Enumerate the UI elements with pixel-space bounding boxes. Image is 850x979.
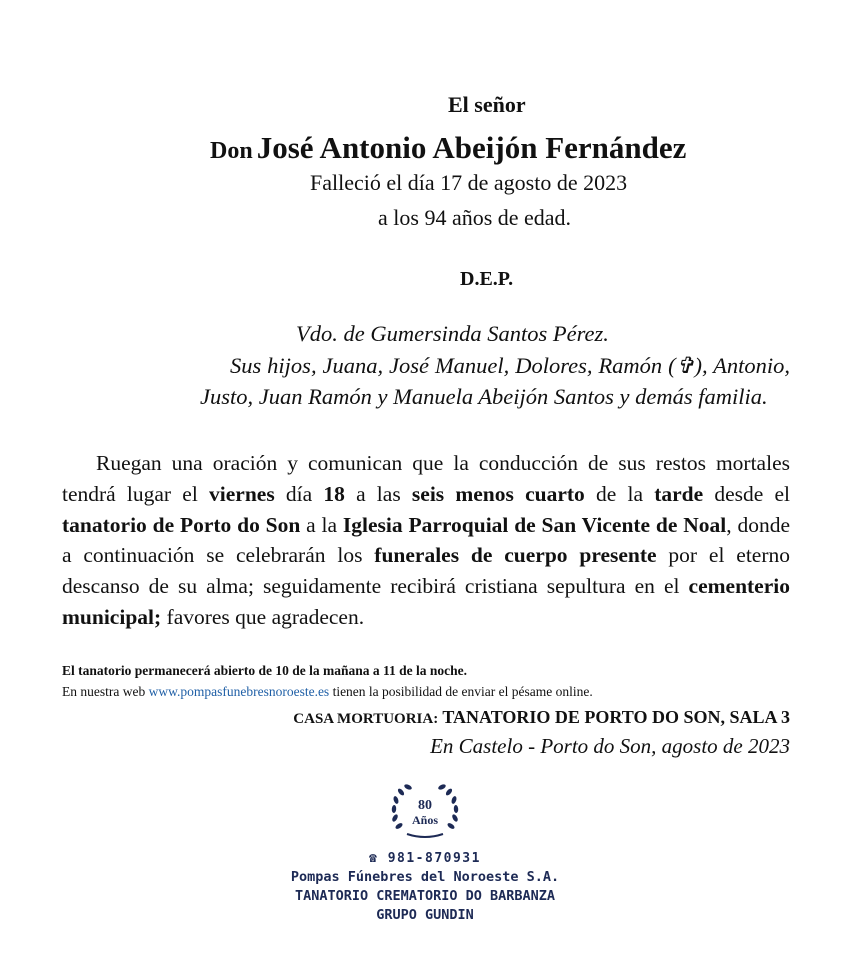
funeral-home-label: CASA MORTUORIA:	[293, 711, 439, 727]
logo-word: Años	[411, 813, 439, 827]
web-note-text: tienen la posibilidad de enviar el pésame online.	[329, 684, 593, 699]
logo-number: 80	[418, 798, 432, 813]
body-text: a la	[300, 512, 343, 537]
age-line: a los 94 años de edad.	[378, 205, 572, 230]
opening-hours-note: El tanatorio permanecerá abierto de 10 de la mañana a 11 de la noche.	[62, 663, 467, 678]
anniversary-logo	[385, 782, 465, 844]
web-note-text: En nuestra web	[62, 684, 149, 699]
body-text: desde el	[703, 481, 791, 506]
deceased-name: José Antonio Abeijón Fernández	[256, 130, 687, 165]
funeral-home-line	[186, 707, 790, 728]
children-intro: Sus hijos, Juana, José Manuel, Dolores, Ramón (	[230, 353, 676, 378]
honorific: Don	[210, 138, 253, 164]
body-text: , donde a continuación se celebrarán los	[62, 512, 791, 568]
phone-line	[300, 851, 550, 866]
body-bold: tarde	[654, 481, 704, 506]
title-line: El señor	[448, 92, 526, 117]
body-text: a las	[344, 481, 412, 506]
telephone-icon: ☎	[369, 851, 379, 866]
body-bold: viernes	[209, 481, 275, 506]
body-bold: cementerio municipal;	[62, 574, 790, 629]
crematorium-name: TANATORIO CREMATORIO DO BARBANZA	[294, 888, 556, 904]
funeral-announcement	[62, 448, 790, 633]
deceased-name-line	[210, 130, 810, 166]
laurel-wreath-icon	[385, 782, 465, 844]
body-text: de la	[584, 481, 655, 506]
body-bold: seis menos cuarto	[411, 481, 585, 506]
signoff-line: En Castelo - Porto do Son, agosto de 2023	[430, 734, 790, 758]
body-bold: tanatorio de Porto do Son	[62, 512, 301, 537]
dep-line: D.E.P.	[460, 268, 514, 290]
children-paragraph	[200, 350, 790, 412]
children-rest: ), Antonio, Justo, Juan Ramón y Manuela Abeijón Santos y demás familia.	[200, 353, 790, 409]
company-name: Pompas Fúnebres del Noroeste S.A.	[290, 869, 560, 885]
cross-icon: ✞	[675, 353, 695, 378]
web-note	[62, 684, 822, 700]
body-text: por el eterno descanso de su alma; seguidamente recibirá cristiana sepultura en el	[62, 543, 790, 599]
widow-line: Vdo. de Gumersinda Santos Pérez.	[296, 321, 609, 346]
phone-number[interactable]: 981-870931	[387, 851, 481, 866]
funeral-home-place: TANATORIO DE PORTO DO SON, SALA 3	[442, 707, 790, 727]
body-bold: Iglesia Parroquial de San Vicente de Noal	[342, 512, 727, 537]
body-text: día	[274, 481, 324, 506]
body-text: Ruegan una oración y comunican que la conducción de sus restos mortales tendrá lugar el	[62, 451, 790, 506]
group-name: GRUPO GUNDIN	[376, 907, 474, 923]
body-bold: 18	[323, 481, 345, 506]
death-date-line: Falleció el día 17 de agosto de 2023	[310, 170, 628, 195]
body-bold: funerales de cuerpo presente	[374, 543, 657, 568]
body-text: favores que agradecen.	[161, 604, 365, 629]
website-link[interactable]: www.pompasfunebresnoroeste.es	[148, 684, 330, 699]
